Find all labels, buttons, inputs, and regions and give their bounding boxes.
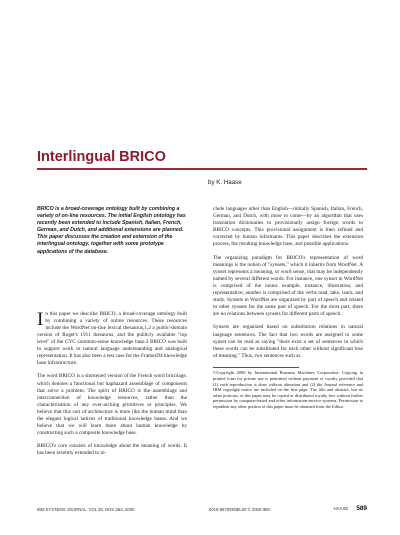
author-byline: by K. Haase [208,179,242,186]
footer-right [333,505,367,512]
brico-name-paragraph: The word BRICO is a shortened version of the French word bricolage, which denotes a functional but haphazard assemblage of components that solve a problem. The spirit of BRICO is the assemblage and interconnection of knowledge resources, rather than the characterization of any over-arching primitives or principles. We believe that this sort of architecture is more like the human mind than the elegant logical lattices of traditional knowledge bases. And we believe that we will learn more about human knowledge by constructing such a composite knowledge base. [37,373,187,437]
substitution-paragraph: Synsets are organized based on substitution relations in natural language sentences. The fact that two words are assigned to some synset can be read as saying "there exist a set of sentences in which these words can be substituted for each other without significant loss of meaning." Thus, two sentences such as [213,324,363,359]
journal-citation: IBM SYSTEMS JOURNAL, VOL 39, NOS 3&4, 2000 [37,507,135,512]
article-title: Interlingual BRICO [37,149,166,165]
footer-author: HAASE [333,506,349,511]
page-footer [37,505,367,515]
intro-paragraph [37,308,187,368]
footnote-rule [213,367,299,368]
copyright-footnote: ©Copyright 2000 by International Business Machines Corporation. Copying in printed form for private use is permitted without payment of royalty provided that (1) each reproduction is done without alteration and (2) the Journal reference and IBM copyright notice are included on the first page. The title and abstract, but no other portions, of this paper may be copied or distributed royalty free without further permission by computer-based and other information-service systems. Permission to republish any other portion of this paper must be obtained from the Editor. [213,370,363,410]
right-column [213,206,363,410]
intro-text: n this paper we describe BRICO, a broad-coverage ontology built by combining a variety of online resources. These resources include the WordNet on-line lexical thesaurus,1,2 a public-domain version of Roget's 1911 thesaurus, and the publicly available "top level" of the CYC common-sense knowledge base.3 BRICO was built to support work in natural language understanding and analogical representation. It has also been a test case for the FramerD4 knowledge base infrastructure. [37,310,187,367]
copyright-code: 0018-8670/00/$5.00 © 2000 IBM [209,507,270,512]
abstract: BRICO is a broad-coverage ontology built by combining a variety of on-line resources. The initial English ontology has recently been extended to include Spanish, Italian, French, German, and Dutch, and additional extensions are planned. This paper discusses the creation and extension of the interlingual ontology, together with some prototype applications of the database. [37,206,186,255]
title-rule [37,168,367,170]
languages-paragraph: clude languages other than English—initially Spanish, Italian, French, German, and Dutch, with more to come—by an algorithm that uses translation dictionaries to provisionally assign foreign words to BRICO concepts. This provisional assignment is then refined and corrected by human informants. This paper describes the extension process, the resulting knowledge base, and possible applications. [213,206,363,248]
left-column [37,206,187,463]
drop-cap: I [37,308,44,330]
synsets-paragraph: The organizing paradigm for BRICO's representation of word meanings is the notion of "synsets," which it inherits from WordNet. A synset represents a meaning, or word sense, that may be independently named by several different words. For instance, one synset in WordNet is comprised of the nouns example, instance, illustration, and representative; another is comprised of the verbs read, take, learn, and study. Synsets in WordNet are organized by part of speech and related to other synsets for the same part of speech. For the most part, there are no relations between synsets for different parts of speech. [213,254,363,318]
brico-core-paragraph: BRICO's core consists of knowledge about the meaning of words. It has been recently extended to in- [37,443,187,457]
page-number: 589 [356,505,367,512]
